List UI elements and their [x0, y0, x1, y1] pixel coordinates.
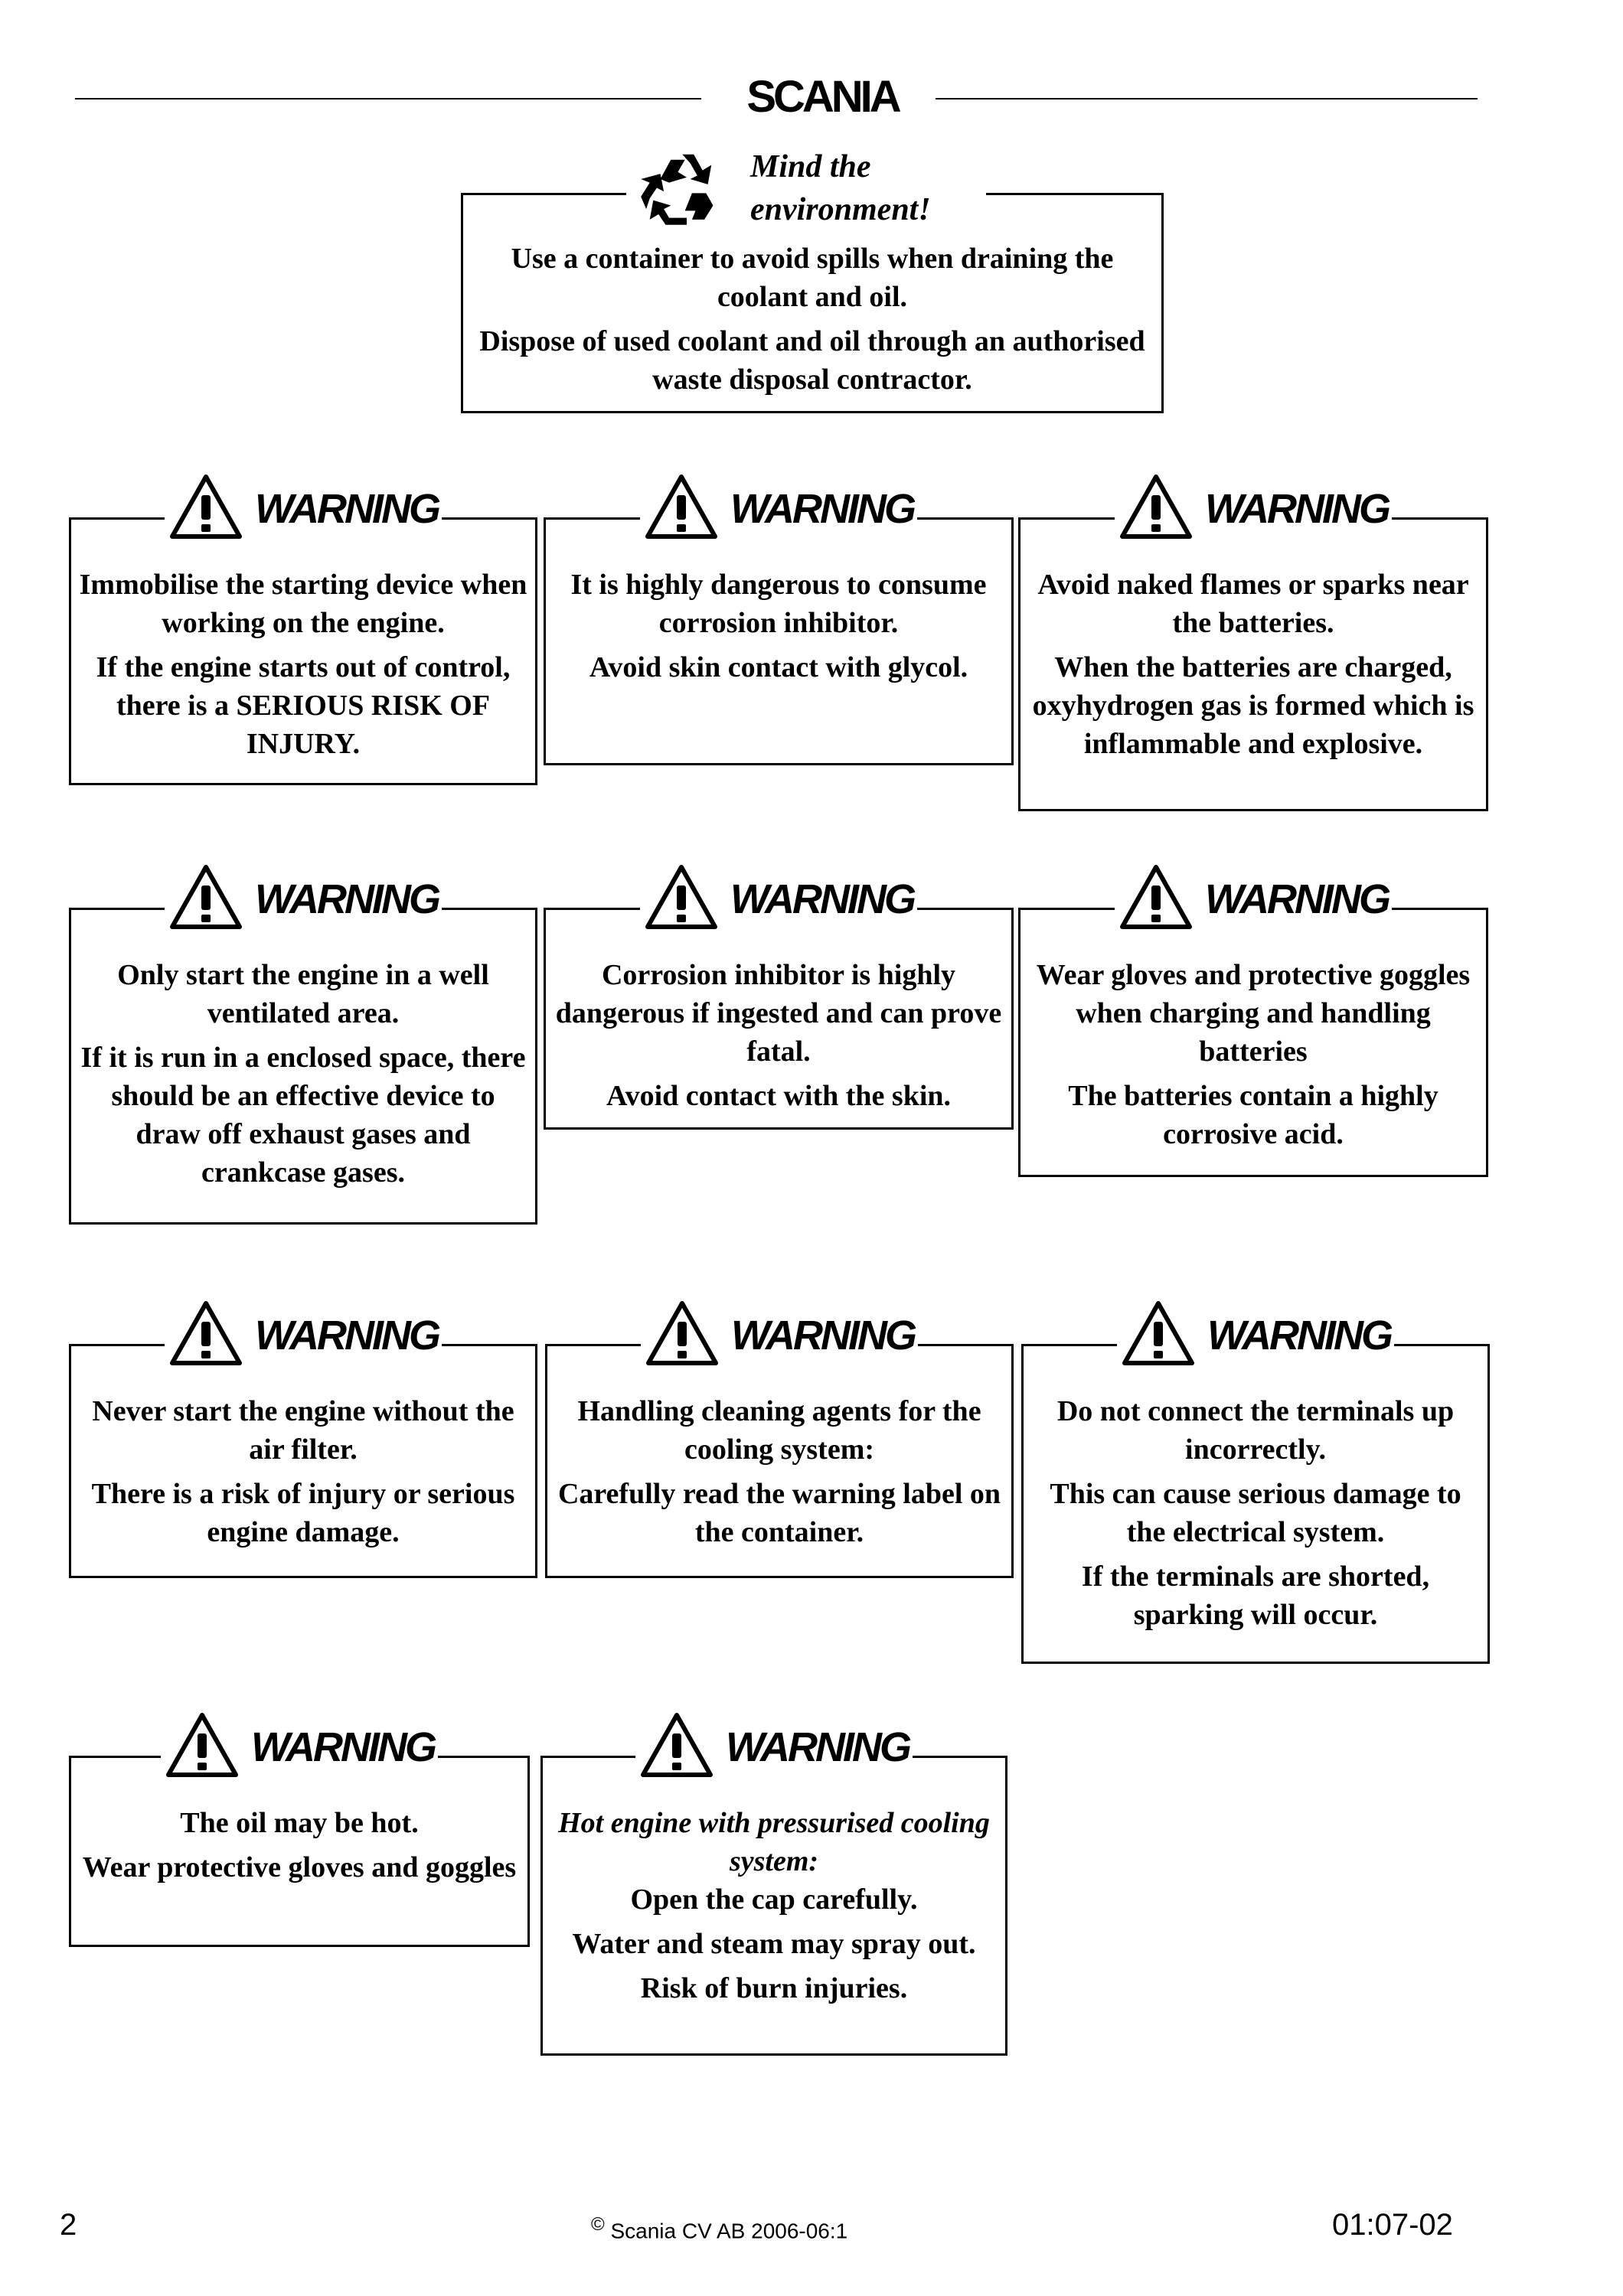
warning-paragraph: This can cause serious damage to the electrical system.: [1050, 1478, 1461, 1548]
warning-label: WARNING: [1207, 1313, 1391, 1358]
warning-triangle-icon: [168, 863, 244, 931]
warning-text: [552, 1392, 1007, 1557]
warning-label: WARNING: [1205, 876, 1389, 922]
warning-lead: Hot engine with pressurised cooling system:: [558, 1807, 990, 1877]
warning-paragraph: Never start the engine without the air filter.: [92, 1395, 514, 1466]
warning-header: [546, 472, 1011, 541]
warning-paragraph: If it is run in a enclosed space, there should be an effective device to draw off exhaust gases and crankcase gases.: [80, 1042, 526, 1189]
environment-text: [463, 240, 1161, 405]
warning-label: WARNING: [255, 876, 439, 922]
warning-label: WARNING: [730, 486, 914, 532]
environment-heading: [626, 138, 986, 241]
warning-triangle-icon: [1118, 472, 1194, 541]
warning-box-2: [544, 486, 1014, 765]
warning-header: [71, 1711, 527, 1779]
warning-paragraph: It is highly dangerous to consume corrosion inhibitor.: [570, 569, 987, 639]
warning-paragraph: Open the cap carefully.: [630, 1883, 918, 1916]
warning-header: [543, 1711, 1005, 1779]
warning-box-5: [544, 876, 1014, 1130]
warning-header: [546, 863, 1011, 931]
warning-triangle-icon: [1118, 863, 1194, 931]
warning-triangle-icon: [643, 863, 720, 931]
warning-paragraph: Wear protective gloves and goggles: [82, 1851, 517, 1883]
warning-box-8: [545, 1313, 1014, 1578]
page-number: 2: [60, 2208, 77, 2242]
environment-paragraph: Use a container to avoid spills when draining the coolant and oil.: [511, 243, 1114, 313]
warning-triangle-icon: [638, 1711, 715, 1779]
warning-paragraph: Avoid skin contact with glycol.: [589, 651, 968, 683]
warning-paragraph: Handling cleaning agents for the cooling system:: [577, 1395, 981, 1466]
environment-paragraph: Dispose of used coolant and oil through an authorised waste disposal contractor.: [479, 325, 1145, 396]
copyright-text: Scania CV AB 2006-06:1: [610, 2219, 848, 2243]
warning-paragraph: Risk of burn injuries.: [640, 1972, 908, 2004]
warning-text: [76, 1804, 523, 1893]
warning-text: [76, 1392, 531, 1557]
warning-paragraph: Water and steam may spray out.: [572, 1928, 976, 1960]
warning-paragraph: Carefully read the warning label on the container.: [557, 1478, 1001, 1548]
warning-box-9: [1021, 1313, 1490, 1664]
warning-paragraph: Avoid naked flames or sparks near the batteries.: [1037, 569, 1469, 639]
warning-paragraph: Do not connect the terminals up incorrectly.: [1056, 1395, 1455, 1466]
warning-header: [71, 863, 535, 931]
warning-label: WARNING: [726, 1724, 909, 1770]
copyright-symbol: ©: [591, 2214, 605, 2235]
warning-label: WARNING: [730, 876, 914, 922]
warning-label: WARNING: [255, 1313, 439, 1358]
warning-paragraph: If the engine starts out of control, there is a SERIOUS RISK OF INJURY.: [96, 651, 511, 760]
warning-triangle-icon: [168, 472, 244, 541]
warning-header: [1020, 472, 1486, 541]
warning-paragraph: Only start the engine in a well ventilated area.: [117, 959, 489, 1029]
warning-label: WARNING: [255, 486, 439, 532]
warning-box-3: [1018, 486, 1488, 811]
header-rule-left: [75, 98, 701, 99]
warning-text: [550, 956, 1007, 1121]
warning-label: WARNING: [731, 1313, 915, 1358]
header-rule-right: [936, 98, 1478, 99]
warning-text: [550, 566, 1007, 693]
warning-box-10: [69, 1724, 530, 1947]
warning-triangle-icon: [644, 1299, 720, 1368]
warning-paragraph: The oil may be hot.: [180, 1807, 419, 1839]
warning-text: [547, 1804, 1001, 2014]
warning-header: [547, 1299, 1011, 1368]
warning-header: [71, 472, 535, 541]
warning-paragraph: Wear gloves and protective goggles when charging and handling batteries: [1036, 959, 1471, 1068]
warning-paragraph: Corrosion inhibitor is highly dangerous if ingested and can prove fatal.: [555, 959, 1002, 1068]
warning-paragraph: There is a risk of injury or serious engine damage.: [91, 1478, 515, 1548]
copyright: [591, 2214, 847, 2243]
warning-text: [1025, 956, 1481, 1159]
document-code: 01:07-02: [1332, 2208, 1453, 2242]
warning-header: [71, 1299, 535, 1368]
scania-logo: SCANIA: [746, 72, 899, 122]
warning-text: [76, 956, 531, 1198]
environment-title: Mind the environment!: [750, 149, 931, 227]
recycle-icon: [634, 144, 722, 232]
warning-header: [1024, 1299, 1487, 1368]
warning-paragraph: If the terminals are shorted, sparking will occur.: [1081, 1561, 1430, 1631]
warning-header: [1020, 863, 1486, 931]
warning-text: [1025, 566, 1481, 769]
warning-text: [76, 566, 531, 769]
warning-triangle-icon: [643, 472, 720, 541]
warning-triangle-icon: [1120, 1299, 1197, 1368]
warning-paragraph: When the batteries are charged, oxyhydrogen gas is formed which is inflammable and explosive.: [1032, 651, 1474, 760]
warning-triangle-icon: [168, 1299, 244, 1368]
warning-triangle-icon: [164, 1711, 240, 1779]
warning-label: WARNING: [251, 1724, 435, 1770]
warning-box-4: [69, 876, 537, 1225]
warning-box-1: [69, 486, 537, 785]
warning-box-11: [540, 1724, 1007, 2056]
warning-paragraph: Avoid contact with the skin.: [606, 1080, 952, 1112]
warning-paragraph: Immobilise the starting device when working on the engine.: [79, 569, 527, 639]
warning-label: WARNING: [1205, 486, 1389, 532]
warning-text: [1028, 1392, 1483, 1640]
warning-box-7: [69, 1313, 537, 1578]
warning-box-6: [1018, 876, 1488, 1177]
warning-paragraph: The batteries contain a highly corrosive acid.: [1068, 1080, 1438, 1150]
